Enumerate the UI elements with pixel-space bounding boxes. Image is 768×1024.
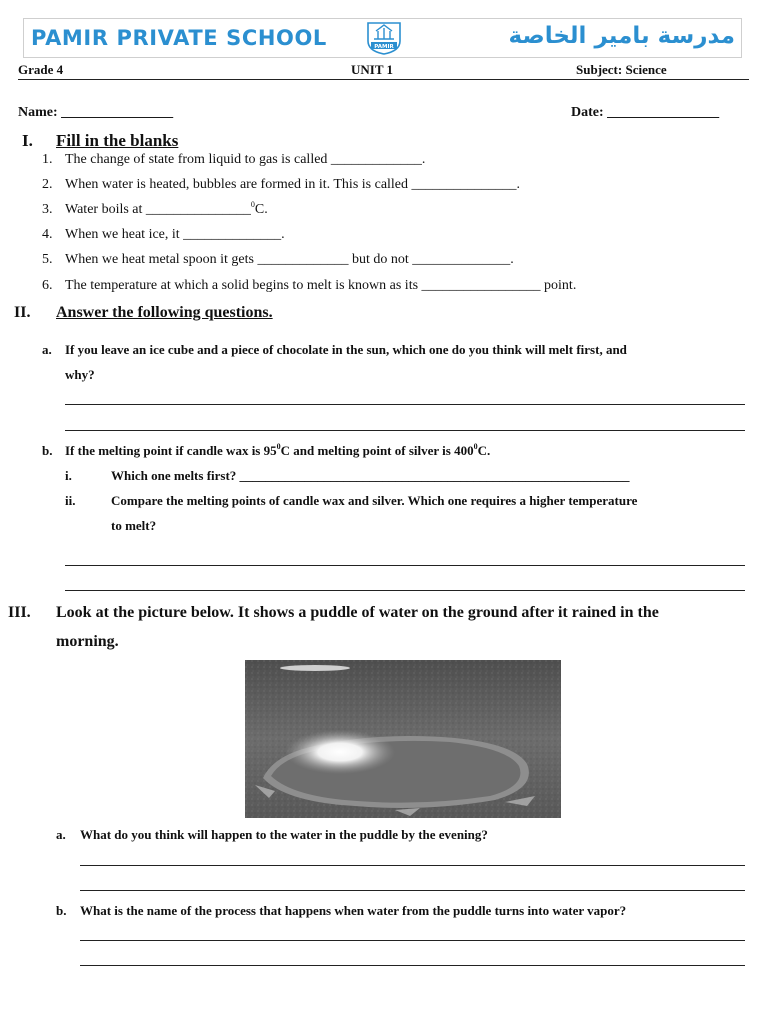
logo-text: PAMIR	[374, 44, 394, 50]
fill-item-1-number: 1.	[42, 152, 53, 167]
fill-item-5-number: 5.	[42, 252, 53, 267]
answer-line	[80, 965, 745, 966]
question-2b-i-text: Which one melts first? ____________________________________________________________	[111, 468, 630, 483]
answer-line	[65, 590, 745, 591]
subject-label: Subject: Science	[576, 62, 667, 77]
header-divider	[18, 79, 749, 80]
question-2a-text-line1: If you leave an ice cube and a piece of chocolate in the sun, which one do you think will melt first, and	[65, 342, 627, 357]
fill-item-3-text: Water boils at _______________$^0$C.	[65, 200, 268, 217]
question-2b-ii-text-line2: to melt?	[111, 518, 157, 533]
school-name-arabic: مدرسة بامير الخاصة	[508, 23, 735, 49]
section-3-text-line2: morning.	[56, 633, 119, 650]
section-2-title: Answer the following questions.	[56, 304, 273, 321]
question-2a-text-line2: why?	[65, 367, 95, 382]
fill-item-4-number: 4.	[42, 227, 53, 242]
section-3-number: III.	[8, 604, 31, 621]
question-2b-text: If the melting point if candle wax is $95^0C$ and melting point of silver is $400^0C$.	[65, 442, 491, 458]
question-2a-letter: a.	[42, 342, 52, 357]
question-3a-text: What do you think will happen to the water in the puddle by the evening?	[80, 827, 488, 842]
puddle-photo	[245, 660, 561, 818]
name-field-label: Name: ________________	[18, 105, 174, 120]
question-2b-ii-text-line1: Compare the melting points of candle wax and silver. Which one requires a higher temperature	[111, 493, 638, 508]
fill-item-2-number: 2.	[42, 177, 53, 192]
question-2b-ii-number: ii.	[65, 493, 76, 508]
fill-item-3-number: 3.	[42, 202, 53, 217]
fill-item-2-text: When water is heated, bubbles are formed in it. This is called _______________.	[65, 177, 521, 192]
grade-label: Grade 4	[18, 62, 64, 77]
answer-line	[80, 940, 745, 941]
unit-label: UNIT 1	[351, 62, 394, 77]
section-2-number: II.	[14, 304, 31, 321]
school-banner	[23, 18, 742, 58]
question-2b-letter: b.	[42, 443, 53, 458]
answer-line	[65, 430, 745, 431]
answer-line	[65, 404, 745, 405]
section-1-number: I.	[22, 131, 33, 150]
answer-line	[80, 890, 745, 891]
fill-item-6-number: 6.	[42, 278, 53, 293]
question-3b-letter: b.	[56, 903, 67, 918]
school-logo	[364, 21, 404, 55]
question-3a-letter: a.	[56, 827, 66, 842]
school-name-english: PAMIR PRIVATE SCHOOL	[31, 26, 327, 50]
fill-item-4-text: When we heat ice, it ______________.	[65, 227, 285, 242]
answer-line	[80, 865, 745, 866]
fill-item-5-text: When we heat metal spoon it gets _____________ but do not ______________.	[65, 252, 514, 267]
date-field-label: Date: ________________	[571, 105, 720, 120]
fill-item-6-text: The temperature at which a solid begins to melt is known as its _________________ point.	[65, 278, 577, 293]
section-1-title: Fill in the blanks	[56, 131, 179, 150]
fill-item-1-text: The change of state from liquid to gas is called _____________.	[65, 152, 426, 167]
question-2b-i-number: i.	[65, 468, 72, 483]
question-3b-text: What is the name of the process that happens when water from the puddle turns into water vapor?	[80, 903, 627, 918]
answer-line	[65, 565, 745, 566]
section-3-text-line1: Look at the picture below. It shows a puddle of water on the ground after it rained in the	[56, 604, 659, 621]
